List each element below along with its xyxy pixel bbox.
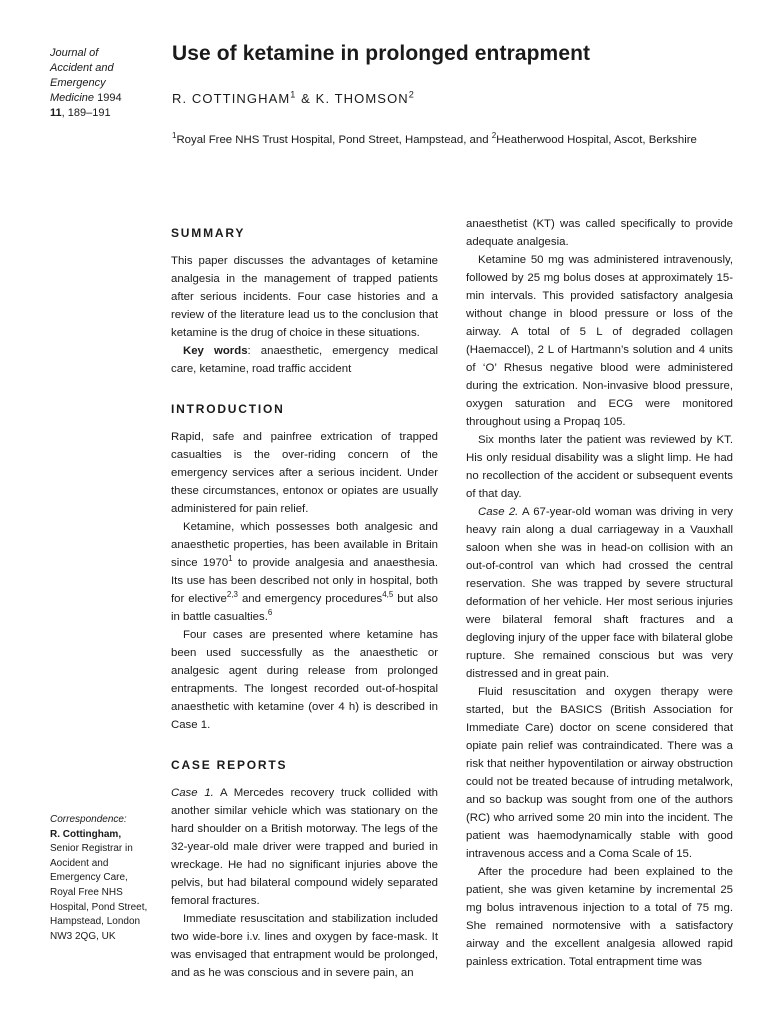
case-label: Case 2. bbox=[478, 506, 519, 518]
correspondence-block bbox=[50, 813, 160, 944]
case-reports-heading: CASE REPORTS bbox=[171, 758, 288, 772]
citation-marker: 6 bbox=[267, 608, 273, 618]
affil-text: Heatherwood Hospital, Ascot, Berkshire bbox=[496, 134, 697, 146]
intro-paragraph: Four cases are presented where ketamine has been used successfully as the anaesthetic or analgesic agent during release from prolonged entrapments. The longest recorded out-of-hospital anaesthetic with ketamine (over 4 h) is described in Case 1. bbox=[171, 629, 438, 731]
paper-title: Use of ketamine in prolonged entrapment bbox=[172, 42, 591, 65]
case-paragraph bbox=[171, 784, 438, 910]
correspondence-line: NW3 2QG, UK bbox=[50, 930, 116, 942]
citation-marker: 1 bbox=[228, 554, 233, 564]
text-run: and emergency procedures bbox=[237, 593, 383, 605]
journal-line bbox=[50, 91, 155, 106]
text-run: A 67-year-old woman was driving in very heavy rain along a dual carriageway in a Vauxhall saloon when she was in head-on collision with an out-of-control van which had crossed the central reservation. She was trapped by severe structural deformation of her vehicle. Her most serious injuries were bilateral femoral shaft fractures and a degloving injury of the upper face with bilateral globe rupture. She remained conscious but was very distressed and in great pain. bbox=[466, 506, 733, 680]
journal-line bbox=[50, 106, 155, 121]
introduction-heading: INTRODUCTION bbox=[171, 402, 285, 416]
text-run: A Mercedes recovery truck collided with another similar vehicle which was stationary on the hard shoulder on a British motorway. The legs of the 32-year-old male driver were trapped and buried in wreckage. He had no significant injuries above the pelvis, but had bilateral compound widely separated femoral fractures. bbox=[171, 787, 438, 907]
intro-paragraph: Rapid, safe and painfree extrication of trapped casualties is the over-riding concern of the emergency services after a serious incident. Under these circumstances, entonox or opiates are usually administered for pain relief. bbox=[171, 431, 438, 515]
journal-pages: , 189–191 bbox=[61, 107, 111, 119]
journal-line: Journal of bbox=[50, 47, 99, 59]
column-right bbox=[466, 215, 733, 971]
author-1: R. COTTINGHAM bbox=[172, 91, 291, 106]
correspondence-line: Emergency Care, bbox=[50, 872, 128, 884]
citation-marker: 2,3 bbox=[226, 590, 238, 600]
journal-volume: 11 bbox=[50, 107, 62, 119]
case-paragraph: Fluid resuscitation and oxygen therapy were started, but the BASICS (British Association for Immediate Care) doctor on scene considered that opiate pain relief was contraindicated. There was a risk that neither hypoventilation or airway obstruction could not be treated because of intruding metalwork, and so backup was sought from one of the authors (RC) who arrived some 20 min into the incident. The patient was haemodynamically stable with good intravenous access and a Coma Scale of 15. bbox=[466, 686, 733, 860]
case-paragraph: Six months later the patient was reviewed by KT. His only residual disability was a slight limp. He had no recollection of the accident or subsequent events of that day. bbox=[466, 434, 733, 500]
case-paragraph bbox=[466, 503, 733, 683]
key-words-text: : anaesthetic, emergency medical care, ketamine, road traffic accident bbox=[171, 345, 438, 375]
text-run: but also in battle casualties. bbox=[171, 593, 438, 623]
correspondence-line: Hampstead, London bbox=[50, 916, 141, 928]
journal-citation bbox=[50, 46, 155, 121]
case-paragraph: Ketamine 50 mg was administered intravenously, followed by 25 mg bolus doses at approximately 15-min intervals. This provided satisfactory analgesia without change in blood pressure or loss of the airway. A total of 5 L of degraded collagen (Haemaccel), 2 L of Hartmann’s solution and 4 units of ‘O’ Rhesus negative blood were administered during the extrication. Non-invasive blood pressure, oxygen saturation and ECG were monitored throughout using a Propaq 105. bbox=[466, 254, 733, 428]
affil-marker: 2 bbox=[491, 131, 497, 141]
summary-heading: SUMMARY bbox=[171, 226, 246, 240]
correspondence-label: Correspondence: bbox=[50, 814, 127, 825]
journal-line: Accident and bbox=[50, 62, 114, 74]
journal-year: 1994 bbox=[97, 92, 122, 104]
journal-name: Medicine bbox=[50, 92, 95, 104]
author-list bbox=[172, 91, 415, 106]
key-words-label: Key words bbox=[183, 345, 248, 357]
case-paragraph: anaesthetist (KT) was called specifically to provide adequate analgesia. bbox=[466, 218, 733, 248]
key-words bbox=[171, 342, 438, 378]
author-separator: & bbox=[296, 91, 316, 106]
correspondence-line: Hospital, Pond Street, bbox=[50, 901, 148, 913]
correspondence-line: Senior Registrar in bbox=[50, 843, 133, 855]
correspondence-line: Royal Free NHS bbox=[50, 886, 123, 898]
journal-line: Emergency bbox=[50, 77, 106, 89]
correspondence-line: Aocident and bbox=[50, 857, 109, 869]
author-1-affil: 1 bbox=[290, 89, 297, 100]
correspondence-name-text: R. Cottingham bbox=[50, 828, 119, 840]
affil-marker: 1 bbox=[172, 131, 177, 141]
text-run: to provide analgesia and anaesthesia. Its use has been described not only in hospital, both for elective bbox=[171, 557, 438, 605]
author-2-affil: 2 bbox=[408, 89, 415, 100]
column-left bbox=[171, 215, 438, 982]
case-label: Case 1. bbox=[171, 787, 214, 799]
text-run: Ketamine, which possesses both analgesic and anaesthetic properties, has been available in Britain since 1970 bbox=[171, 521, 438, 569]
affil-text: Royal Free NHS Trust Hospital, Pond Street, Hampstead, and bbox=[176, 134, 492, 146]
citation-marker: 4,5 bbox=[382, 590, 394, 600]
case-paragraph: Immediate resuscitation and stabilization included two wide-bore i.v. lines and oxygen by face-mask. It was envisaged that entrapment would be prolonged, and as he was conscious and in severe pain, an bbox=[171, 913, 438, 979]
summary-text: This paper discusses the advantages of ketamine analgesia in the management of trapped patients after serious incidents. Four case histories and a review of the literature lead us to the conclusion that ketamine is the drug of choice in these situations. bbox=[171, 255, 438, 339]
correspondence-name: R. Cottingham, bbox=[50, 828, 122, 840]
author-2: K. THOMSON bbox=[315, 91, 409, 106]
case-paragraph: After the procedure had been explained to the patient, she was given ketamine by incremental 25 mg bolus intravenous injection to a total of 75 mg. She remained normotensive with a satisfactory airway and the excellent analgesia allowed rapid painless extrication. Total entrapment time was bbox=[466, 866, 733, 968]
affiliations bbox=[172, 131, 697, 146]
intro-paragraph bbox=[171, 518, 438, 626]
